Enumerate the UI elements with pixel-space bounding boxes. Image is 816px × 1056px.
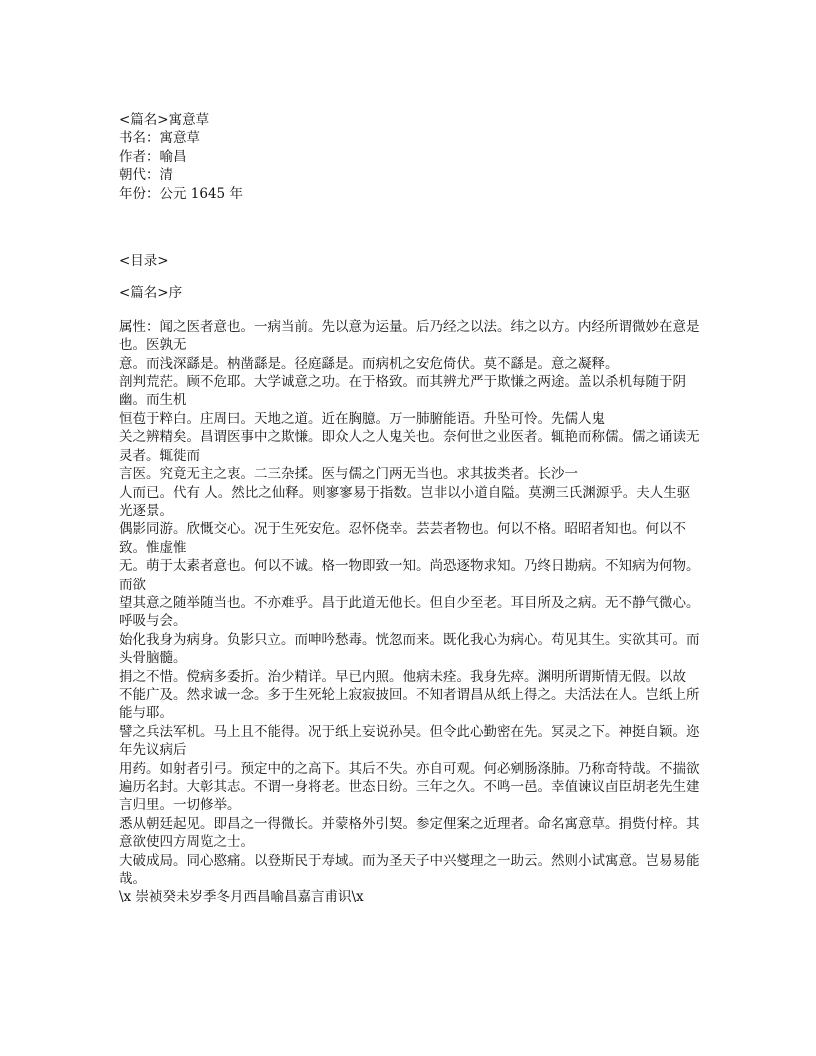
metadata-block <box>119 111 701 203</box>
body-line: 意。而浅深繇是。枘凿繇是。径庭繇是。而病机之安危倚伏。莫不繇是。意之凝释。 <box>119 355 619 372</box>
body-line: 不能广及。然求诚一念。多于生死轮上寂寂披回。不知者谓昌从纸上得之。夫活法在人。岂纸上所能与耶。 <box>119 686 700 722</box>
body-line: 大破成局。同心愍痛。以登斯民于寿域。而为圣天子中兴燮理之一助云。然则小试寓意。岂易易能哉。 <box>119 852 700 888</box>
body-line: 人而已。代有 人。然比之仙释。则寥寥易于指数。岂非以小道自隘。莫溯三氏渊源乎。夫人生驱光逐景。 <box>119 484 691 519</box>
dynasty: 朝代：清 <box>119 167 173 184</box>
document-page <box>119 111 701 907</box>
body-line: 望其意之随举随当也。不亦难乎。昌于此道无他长。但自少至老。耳目所及之病。无不静气微心。呼吸与会。 <box>119 594 700 630</box>
body-line: 捐之不惜。傥病多委折。治少精详。早已内照。他病未痊。我身先瘁。渊明所谓斯情无假。以故 <box>119 668 686 685</box>
toc-title: <目录> <box>119 253 169 270</box>
year: 年份：公元 1645 年 <box>119 185 243 202</box>
body-line: 用药。如射者引弓。预定中的之高下。其后不失。亦自可观。何必剜肠涤肺。乃称奇特哉。不揣欲 <box>119 760 700 777</box>
chapter-title: <篇名>序 <box>119 285 183 302</box>
body-line: 属性：闻之医者意也。一病当前。先以意为运量。后乃经之以法。纬之以方。内经所谓微妙在意是也。医孰无 <box>119 318 700 354</box>
body-line: 悉从朝廷起见。即昌之一得微长。并蒙格外引契。参定俚案之近理者。命名寓意草。捐赀付梓。其意欲使四方周览之士。 <box>119 815 700 851</box>
body-line: 无。萌于太素者意也。何以不诚。格一物即致一知。尚恐逐物求知。乃终日勘病。不知病为何物。而欲 <box>119 558 700 593</box>
body-line: 遍历名封。大彰其志。不谓一身将老。世态日纷。三年之久。不鸣一邑。幸值谏议卣臣胡老先生建言归里。一切修举。 <box>119 779 700 814</box>
author: 作者：喻昌 <box>119 148 187 165</box>
body-line: 言医。究竟无主之衷。二三杂揉。医与儒之门两无当也。求其拔类者。长沙一 <box>119 466 578 483</box>
body-line: 始化我身为病身。负影只立。而呻吟愁毒。恍忽而来。既化我心为病心。苟见其生。实欲其可。而头骨脑髓。 <box>119 631 700 667</box>
signature-line: \x 崇祯癸未岁季冬月西昌喻昌嘉言甫识\x <box>119 889 364 906</box>
body-text <box>119 318 701 907</box>
body-line: 譬之兵法军机。马上且不能得。况于纸上妄说孙吴。但令此心勤密在先。冥灵之下。神挺自颖。迩年先议病后 <box>119 723 700 759</box>
chapter-tag: <篇名>寓意草 <box>119 112 210 128</box>
body-line: 关之辨精矣。昌谓医事中之欺慊。即众人之人鬼关也。奈何世之业医者。辄艳而称儒。儒之诵读无灵者。辄徙而 <box>119 429 700 464</box>
body-line: 剖判荒茫。顾不危耶。大学诚意之功。在于格致。而其辨尤严于欺慊之两途。盖以杀机每随于阴幽。而生机 <box>119 374 686 409</box>
body-line: 偶影同游。欣慨交心。况于生死安危。忍怀侥幸。芸芸者物也。何以不格。昭昭者知也。何以不致。惟虚惟 <box>119 521 686 556</box>
body-line: 恒苞于粹白。庄周曰。天地之道。近在胸臆。万一肺腑能语。升坠可怜。先儒人鬼 <box>119 410 605 427</box>
book-name: 书名：寓意草 <box>119 130 200 147</box>
